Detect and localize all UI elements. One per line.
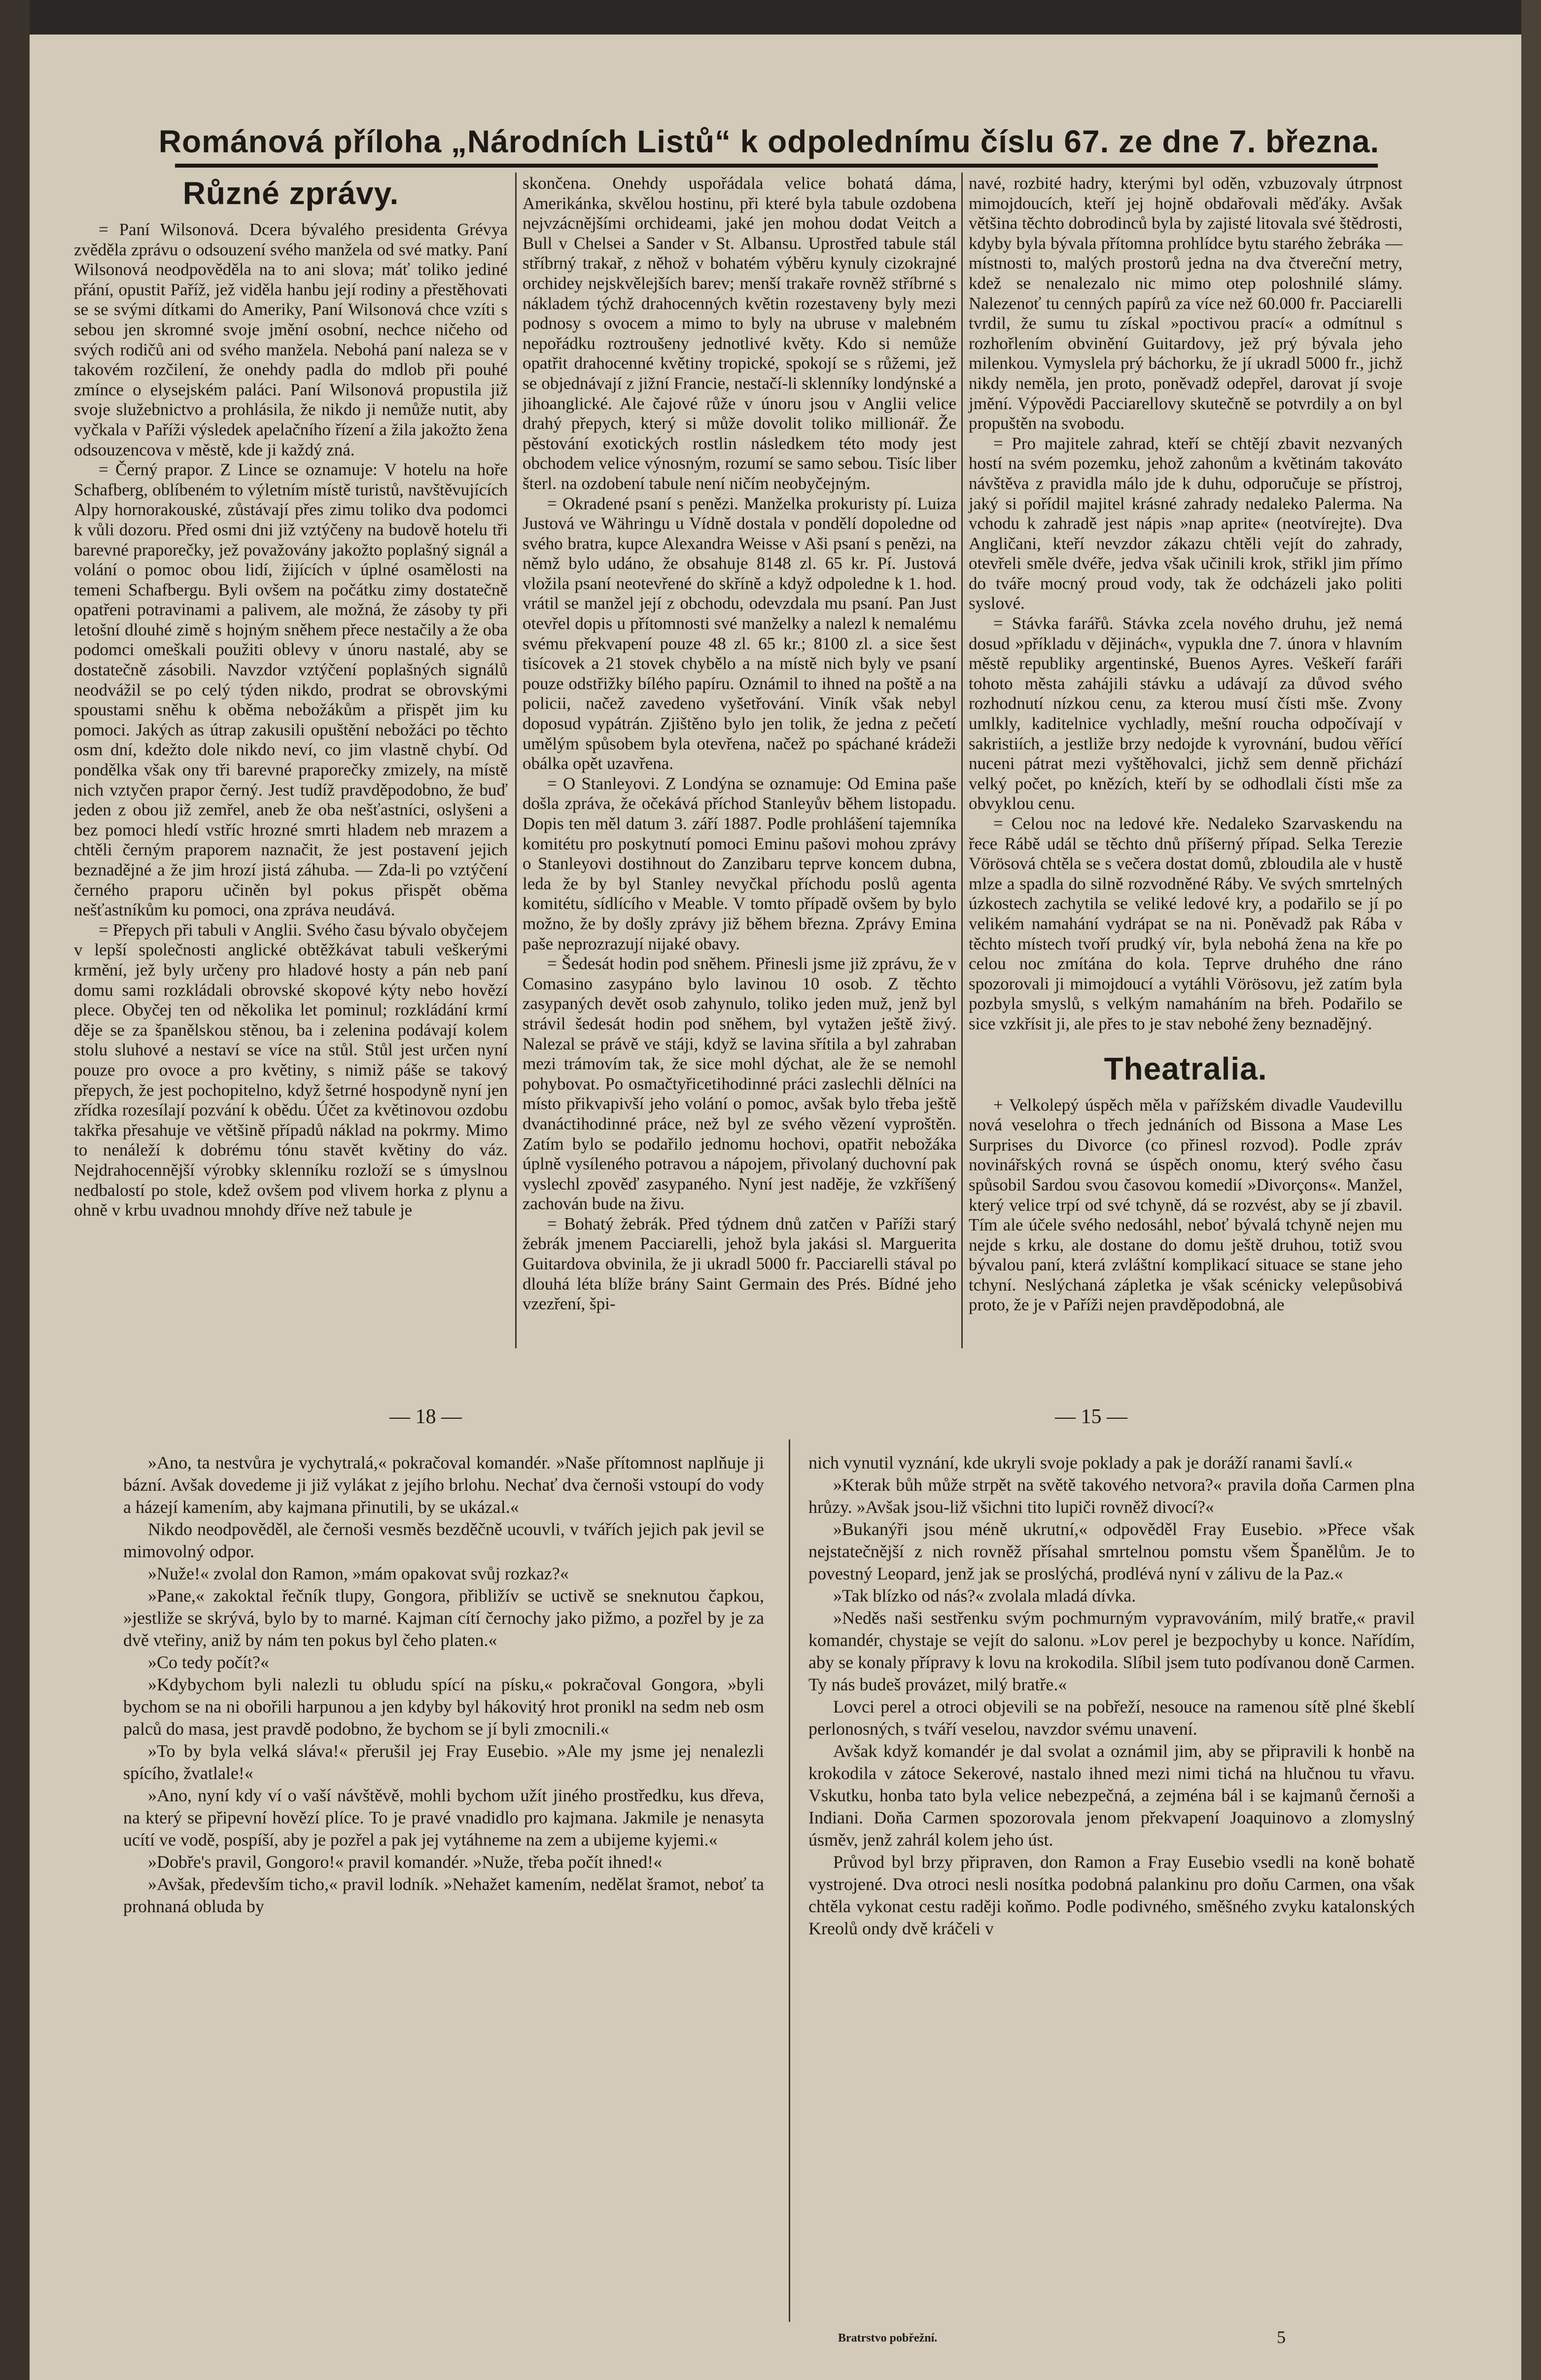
- header-rule: [175, 164, 1378, 168]
- column-3: [969, 174, 1402, 1315]
- column-1: [74, 174, 508, 1221]
- scan-right-edge: [1521, 0, 1541, 2380]
- article-vaudeville: + Velkolepý úspěch měla v pařížském divadle Vaudevillu nová veselohra o třech jednáních od Bissona a Mase Les Surprises du Divorce (co přinesl rozvod). Podle zpráv novinářských rovná se úspěch onomu, který svého času spůsobil Sardou svou časovou komedií »Divorçons«. Manžel, který velice trpí od své tchyně, dá se rozvést, aby se jí zbavil. Tím ale účele svého nedosáhl, neboť bývalá tchyně nejen mu nejde s krku, ale dostane do domu ještě druhou, totiž svou bývalou paní, která zvláštní komplikací situace se stane jeho tchyní. Neslýchaná zápletka je však scénicky velepůsobivá proto, že je v Paříži nejen pravděpodobná, ale: [969, 1095, 1402, 1315]
- novel-paragraph: »Bukanýři jsou méně ukrutní,« odpověděl Fray Eusebio. »Přece však nejstatečnější z nich rovněž přísahal smrtelnou pomstu všem Španělům. Je to povestný Leopard, jenž jak se proslýchá, prodlévá nyní v zálivu de la Paz.«: [808, 1519, 1415, 1583]
- novel-paragraph: Lovci perel a otroci objevili se na pobřeží, nesouce na ramenou sítě plné škeblí perlonosných, s tváří veselou, navzdor svému unavení.: [808, 1697, 1415, 1739]
- novel-paragraph: Avšak když komandér je dal svolat a oznámil jim, aby se připravili k honbě na krokodila v zátoce Sekerové, nastalo ihned mezi nimi tichá na hlučnou tu vřavu. Vskutku, honba tato byla velice nebezpečná, a zejména bál i se kajmanů černoši a Indiani. Doňa Carmen spozorovala jenom překvapení Joaquinovo a zlomyslný úsměv, jenž zahrál kolem jeho úst.: [808, 1741, 1415, 1850]
- article-table-luxury: = Přepych při tabuli v Anglii. Svého času bývalo obyčejem v lepší společnosti anglické obtěžkávat tabuli veškerými krmění, jež byly určeny pro hladové hosty a pán neb paní domu sami rozkládali obrovské skopové kýty nebo hovězí plece. Obyčej ten od několika let pominul; rozkládání krmí děje se za španělskou stěnou, ba i zelenina podávají kolem stolu sluhové a nestaví se více na stůl. Stůl jest určen nyní pouze pro ovoce a pro květiny, s nimiž páše se takový přepych, že jest pochopitelno, když šetrné hospodyně nyní jen zřídka rozesílají pozvání k obědu. Účet za květinovou ozdobu takřka přesahuje ve většině případů náklad na pokrmy. Mimo to nenáleží k dobrému tónu stavět květiny do váz. Nejdrahocennější výrobky sklenníku rozloží se s úmyslnou nedbalostí po stole, kdež ovšem pod vlivem horka z plynu a ohně v krbu uvadnou mnohdy dříve než tabule je: [74, 920, 508, 1220]
- column-divider: [961, 173, 963, 1348]
- footer-sheet-number: 5: [1277, 2327, 1286, 2347]
- scan-left-edge: [0, 0, 30, 2380]
- article-stolen-letter: = Okradené psaní s penězi. Manželka prokuristy pí. Luiza Justová ve Währingu u Vídně dostala v pondělí dopoledne od svého bratra, kupce Alexandra Weisse v Aši psaní s penězi, na němž bylo udáno, že obsahuje 8148 zl. 65 kr. Pí. Justová vložila psaní neotevřené do skříně a když odpoledne k 1. hod. vrátil se manžel její z obchodu, odevzdala mu psaní. Pan Just otevřel dopis u přítomnosti své manželky a nalezl k nemalému svému překvapení pouze 48 zl. 65 kr.; 8100 zl. a sice šest tisícovek a 21 stovek chybělo a na místě nich byly ve psaní pouze odstřižky bílého papíru. Oznámil to ihned na poště a na policii, načež zavedeno vyšetřování. Viník však nebyl doposud vypátrán. Zjištěno bylo jen tolik, že jedna z pečetí umělým spůsobem byla otevřena, načež po spáchané krádeži obálka opět uzavřena.: [523, 493, 956, 773]
- article-garden-owners: = Pro majitele zahrad, kteří se chtějí zbavit nezvaných hostí na svém pozemku, jehož zahonům a květinám takováto návštěva z pravidla málo jde k duhu, odporučuje se přístroj, jaký si pořídil majitel krásné zahrady nedaleko Palerma. Na vchodu k zahradě jest nápis »nap aprite« (neotvírejte). Dva Angličani, kteří nevzdor zákazu chtěli vejít do zahrady, otevřeli směle dvéře, jedva však učinili krok, střikl jim přímo do tváře mocný proud vody, tak že odcházeli jako politi syslové.: [969, 433, 1402, 613]
- novel-paragraph: »Tak blízko od nás?« zvolala mladá dívka.: [833, 1586, 1136, 1606]
- novel-page-left: [123, 1452, 764, 1918]
- novel-paragraph: »Kdybychom byli nalezli tu obludu spící na písku,« pokračoval Gongora, »byli bychom se na ni obořili harpunou a jen kdyby byl hákovitý hrot pronikl na sedm neb osm palců do masa, jest pravdě podobno, že bychom se jí byli zmocnili.«: [123, 1675, 764, 1739]
- page-header: Románová příloha „Národních Listů“ k odpolednímu číslu 67. ze dne 7. března.: [158, 124, 1380, 159]
- novel-paragraph: »Neděs naši sestřenku svým pochmurným vypravováním, milý bratře,« pravil komandér, chystaje se vejít do salonu. »Lov perel je bezpochyby u konce. Nařídím, aby se konaly přípravy k lovu na krokodila. Slíbil jsem tuto podívanou doně Carmen. Ty nás budeš provázet, milý bratře.«: [808, 1608, 1415, 1694]
- article-sixty-hours: = Šedesát hodin pod sněhem. Přinesli jsme již zprávu, že v Comasino zasypáno bylo lavinou 10 osob. Z těchto zasypaných devět osob zahynulo, toliko jeden muž, jenž byl strávil šedesát hodin pod sněhem, byl vytažen ještě živý. Nalezal se právě ve stáji, když se lavina sřítila a byl zahraban mezi trámovím tak, že sice mohl dýchat, ale že se nemohl pohybovat. Po osmačtyřicetihodinné práci zaslechli dělníci na místo přikvapivší jeho volání o pomoc, avšak bylo třeba ještě dvanáctihodinné práce, než byl ze svého vězení vyproštěn. Zatím bylo se podařilo jednomu hochovi, opatřit nebožáka úplně vysíleného potravou a nápojem, přivolaný duchovní pak vyslechl zpověď zasypaného. Nyní jest naděje, že vzkříšený zachován bude na živu.: [523, 954, 956, 1214]
- novel-paragraph: »Ano, nyní kdy ví o vaší návštěvě, mohli bychom užít jiného prostředku, kus dřeva, na který se připevní hovězí plíce. To je pravé vnadidlo pro kajmana. Jakmile je nenasyta ucítí ve vodě, pospíší, aby je pozřel a pak jej vytáhneme na zem a ubijeme kyjemi.«: [123, 1785, 764, 1850]
- page-number-left: — 18 —: [389, 1405, 462, 1428]
- page-number-right: — 15 —: [1055, 1405, 1127, 1428]
- column-divider-lower: [789, 1439, 790, 2322]
- novel-paragraph: »Pane,« zakoktal řečník tlupy, Gongora, přibližív se uctivě se sneknutou čapkou, »jestliže se skrývá, bylo by to marné. Kajman cítí černochy jako pižmo, a pozřel by je za dvě vteřiny, aniž by nám ten pokus byl čeho platen.«: [123, 1586, 764, 1650]
- article-stanley: = O Stanleyovi. Z Londýna se oznamuje: Od Emina paše došla zpráva, že očekává příchod Stanleyův během listopadu. Dopis ten měl datum 3. září 1887. Podle prohlášení tajemníka komitétu pro poskytnutí pomoci Eminu pašovi mohou zprávy o Stanleyovi dostihnout do Zanzibaru teprve koncem dubna, leda že by byl Stanley nevyčkal příchodu poslů agenta komitétu, sídlícího v Meable. V tomto případě ovšem by bylo možno, že by došly zprávy již během března. Zprávy Emina paše neprozrazují nijaké obavy.: [523, 773, 956, 953]
- article-rich-beggar: = Bohatý žebrák. Před týdnem dnů zatčen v Paříži starý žebrák jmenem Pacciarelli, jehož byla jakási sl. Marguerita Guitardova obvinila, že ji ukradl 5000 fr. Pacciarelli stával po dlouhá léta blíže brány Saint Germain des Prés. Bídné jeho vzezření, špi-: [523, 1214, 956, 1314]
- article-ice-floe: = Celou noc na ledové kře. Nedaleko Szarvaskendu na řece Rábě udál se těchto dnů příšerný případ. Selka Terezie Vörösová chtěla se s večera dostat domů, zbloudila ale v hustě mlze a spadla do silně rozvodněné Ráby. Ve svých smrtelných úzkostech zachytila se veliké ledové kry, a podařilo se jí po velikém namahání vydrápat se na ni. Poněvadž pak Rába v těchto místech tvoří prudký vír, byla nebohá žena na kře po celou noc zmítána do kola. Teprve druhého dne ráno spozorovali ji mimojdoucí a vytáhli Vörösovu, jež zatím byla pozbyla smyslů, s velkým namaháním na břeh. Podařilo se sice vzkřísit ji, ale přes to je stav nebohé ženy beznadějný.: [969, 814, 1402, 1033]
- novel-paragraph: »To by byla velká sláva!« přerušil jej Fray Eusebio. »Ale my jsme jej nenalezli spícího, žvatlale!«: [123, 1741, 764, 1783]
- novel-paragraph: Nikdo neodpověděl, ale černoši vesměs bezděčně ucouvli, v tvářích jejich pak jevil se mimovolný odpor.: [123, 1519, 764, 1561]
- novel-paragraph: »Dobře's pravil, Gongoro!« pravil komandér. »Nuže, třeba počít ihned!«: [148, 1852, 663, 1872]
- scan-top-edge: [0, 0, 1541, 35]
- column-divider: [515, 173, 517, 1348]
- column-2: [523, 174, 956, 1314]
- section-title-theatre: Theatralia.: [1104, 1050, 1267, 1086]
- article-black-flag: = Černý prapor. Z Lince se oznamuje: V hotelu na hoře Schafberg, oblíbeném to výletním místě turistů, navštěvujících Alpy hornorakouské, zůstávají přes zimu toliko dva podomci k vůli dozoru. Před osmi dni již vztýčeny na budově hotelu tři barevné praporečky, jež považovány jakožto poplašný signál a volání o pomoc obou lidí, žijících v úplné osamělosti na temeni Schafbergu. Byli ovšem na počátku zimy dostatečně opatřeni potravinami a palivem, ale možná, že zásoby ty při letošní dlouhé zimě s hojným sněhem přece nestačily a že oba podomci omeškali použiti oblevy v únoru nastalé, aby se dostatečně zásobili. Navzdor vztýčení poplašných signálů neodvážil se po celý týden nikdo, prodrat se obrovskými spoustami sněhu k oběma nebožákům a přispět jim ku pomoci. Jakých as útrap zakusili opuštění nebožáci po těchto osm dní, kdežto dole nikdo neví, co jim vlastně chybí. Od pondělka však ony tři barevné praporečky zmizely, na místě nich vztyčen prapor černý. Jest tudíž pravděpodobno, že buď jeden z obou již zemřel, aneb že oba nešťastníci, oslyšeni a bez pomoci hledí vstříc hrozné smrti hladem neb mrazem a chtěli černým praporem naznačit, že jest postavení jejich beznadějné a že jim hrozí jistá záhuba. — Zda-li po vztýčení černého praporu učiněn byl pokus přispět oběma nešťastníkům ku pomoci, ona zpráva neudává.: [74, 460, 508, 920]
- section-title-news: Různé zprávy.: [182, 175, 399, 211]
- novel-paragraph: Průvod byl brzy připraven, don Ramon a Fray Eusebio vsedli na koně bohatě vystrojené. Dva otroci nesli nosítka podobná palankinu pro doňu Carmen, ona však chtěla vykonat cestu raději koňmo. Podle podivného, směšného zvyku katalonských Kreolů ondy dvě kráčeli v: [808, 1852, 1415, 1938]
- novel-paragraph: »Co tedy počít?«: [148, 1652, 269, 1672]
- article-rich-beggar-cont: navé, rozbité hadry, kterými byl oděn, vzbuzovaly útrpnost mimojdoucích, kteří jej hojně obdařovali měďáky. Avšak většina těchto dobrodinců byla by zajisté litovala své štědrosti, kdyby byla bývala přítomna prohlídce bytu starého žebráka — místnosti to, malých prostorů jedna na dva čtvereční metry, kdež se nenalezalo nic mimo otep poloshnilé slámy. Nalezenoť tu cenných papírů za více než 60.000 fr. Pacciarelli tvrdil, že sumu tu získal »poctivou prací« a odmítnul s rozhořlením obvinění Guitardovy, jež prý bývala jeho milenkou. Vymyslela prý báchorku, že jí ukradl 5000 fr., jichž nikdy neměla, jen proto, poněvadž odepřel, darovat jí svoje jmění. Výpovědi Pacciarellovy skutečně se potvrdily a on byl propuštěn na svobodu.: [969, 174, 1402, 433]
- article-table-luxury-cont: skončena. Onehdy uspořádala velice bohatá dáma, Amerikánka, skvělou hostinu, při které byla tabule ozdobena nejvzácnějšími orchideami, jaké jen mohou dodat Veitch a Bull v Chelsei a Sander v St. Albansu. Uprostřed tabule stál stříbrný trakař, z něhož v bohatém výběru kynuly cizokrajné orchidey nejskvělejších barev; menší trakaře rovněž stříbrné s nákladem týchž drahocenných květin rozestaveny byly mezi podnosy s ovocem a mimo to byly na ubruse v malebném nepořádku roztroušeny jednotlivé květy. Kdo si nemůže opatřit drahocenné květiny tropické, spokojí se s růžemi, jež se objednávají z jižní Francie, nestačí-li sklenníky londýnské a jihoanglické. Ale čajové růže v únoru jsou v Anglii velice drahý přepych, který si může dovolit toliko millionář. Že pěstování exotických rostlin následkem této mody jest obchodem velice výnosným, rozumí se samo sebou. Tisíc liber šterl. na ozdobení tabule není ničím neobyčejným.: [523, 174, 956, 493]
- novel-paragraph: »Nuže!« zvolal don Ramon, »mám opakovat svůj rozkaz?«: [148, 1564, 569, 1583]
- novel-paragraph: »Avšak, především ticho,« pravil lodník. »Nehažet kamením, nedělat šramot, neboť ta prohnaná obluda by: [123, 1874, 764, 1916]
- article-wilson: = Paní Wilsonová. Dcera bývalého presidenta Grévya zvěděla zprávu o odsouzení svého manžela od své matky. Paní Wilsonová neodpověděla na to ani slova; máť toliko jediné přání, opustit Paříž, jež viděla hanbu její rodiny a přestěhovati se se svými dítkami do Ameriky, Paní Wilsonová chce vzíti s sebou jen skromné svoje jmění osobní, nechce ničeho od svých rodičů ani od svého manžela. Nebohá paní naleza se v takovém rozčilení, že onehdy padla do mdlob při pouhé zmínce o elysejském paláci. Paní Wilsonová propustila již svoje služebnictvo a prohlásila, že nikdo ji nemůže nutit, aby vyčkala v Paříži výsledek apelačního řízení a žila jakožto žena odsouzencova v městě, kde ji každý zná.: [74, 220, 508, 459]
- footer-series-title: Bratrstvo pobřežní.: [838, 2332, 938, 2345]
- novel-paragraph: »Ano, ta nestvůra je vychytralá,« pokračoval komandér. »Naše přítomnost naplňuje ji bázní. Avšak dovedeme ji již vylákat z jejího brlohu. Nechať dva černoši vstoupí do vody a házejí kamením, aby kajmana přinutili, by se ukázal.«: [123, 1453, 764, 1517]
- novel-page-right: [808, 1452, 1415, 1940]
- article-priest-strike: = Stávka farářů. Stávka zcela nového druhu, jež nemá dosud »příkladu v dějinách«, vypukla dne 7. února v hlavním městě republiky argentinské, Buenos Ayres. Veškeří faráři tohoto města zahájili stávku a udávají za důvod svého rozhodnutí nízkou cenu, za kterou musí čísti mše. Zvony umlkly, kaditelnice vychladly, mešní roucha odpočívají v sakristiích, a jestliže brzy nedojde k vyrovnání, budou věřící nuceni pátrat mezi vyštěhovalci, jichž sem denně přichází velký počet, po knězích, kteří by se odhodlali čísti mše za obvyklou cenu.: [969, 614, 1402, 813]
- novel-paragraph: nich vynutil vyznání, kde ukryli svoje poklady a pak je doráží ranami šavlí.«: [808, 1453, 1353, 1472]
- novel-paragraph: »Kterak bůh může strpět na světě takového netvora?« pravila doňa Carmen plna hrůzy. »Avšak jsou-liž všichni tito lupiči rovněž divocí?«: [808, 1475, 1415, 1517]
